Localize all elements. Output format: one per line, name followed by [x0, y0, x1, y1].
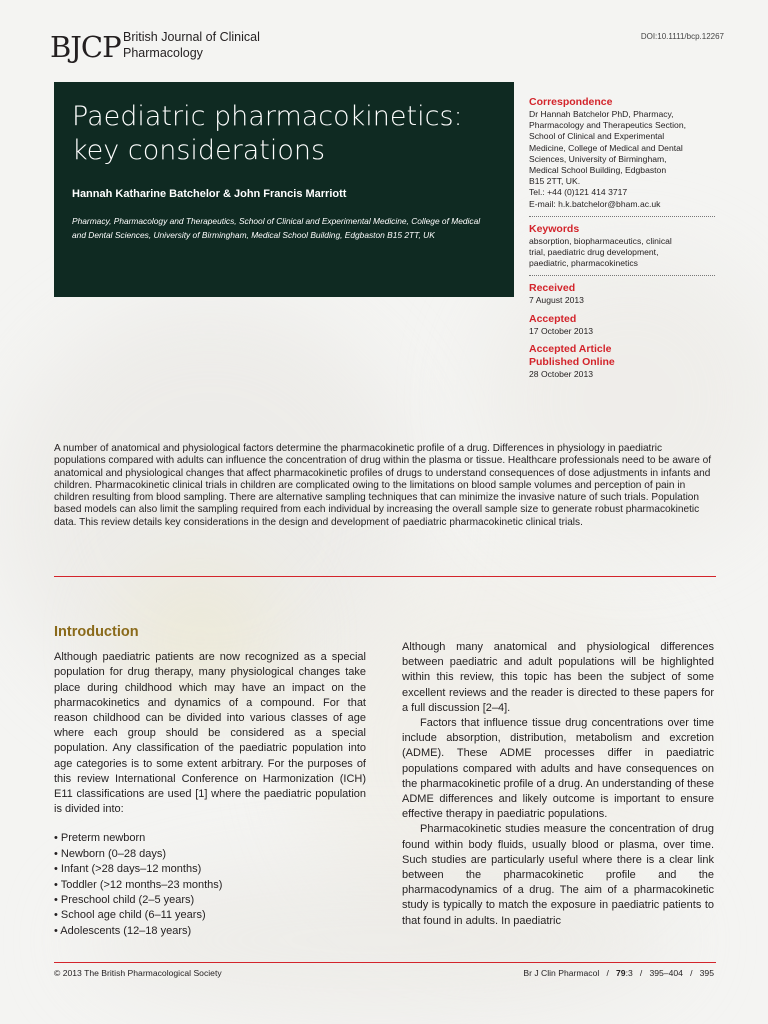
author-list: Hannah Katharine Batchelor & John Francis Marriott — [72, 188, 347, 200]
citation-issue: :3 — [625, 968, 633, 978]
article-title-line2: key considerations — [72, 135, 326, 166]
correspondence-line: Medicine, College of Medical and Dental — [529, 142, 683, 153]
body-paragraph: Pharmacokinetic studies measure the concentration of drug found within body fluids, usually blood or plasma, over time. Such studies are particularly useful where there is a clear link between the pharmacokinetic profile and the pharmacodynamics of a drug. The aim of a pharmacokinetic study is typically to match the exposure in paediatric patients to that found in adults. In paediatric — [402, 823, 714, 927]
age-category-list — [54, 831, 366, 939]
accepted-date: 17 October 2013 — [529, 325, 594, 336]
journal-name-line1: British Journal of Clinical — [123, 30, 260, 44]
correspondence-line: B15 2TT, UK. — [529, 176, 581, 187]
correspondence-line: Medical School Building, Edgbaston — [529, 165, 667, 176]
keywords-line: absorption, biopharmaceutics, clinical — [529, 235, 672, 246]
list-item: • Preschool child (2–5 years) — [54, 894, 195, 907]
published-heading-line2: Published Online — [529, 355, 615, 368]
divider — [529, 275, 715, 276]
correspondence-line: School of Clinical and Experimental — [529, 131, 665, 142]
published-heading-line1: Accepted Article — [529, 342, 612, 355]
title-panel — [54, 82, 514, 297]
list-item: • School age child (6–11 years) — [54, 909, 206, 922]
citation-volume: 79 — [616, 968, 626, 978]
keywords-heading: Keywords — [529, 222, 580, 235]
keywords-list — [529, 236, 715, 270]
correspondence-phone: Tel.: +44 (0)121 414 3717 — [529, 187, 628, 198]
citation-footer: Br J Clin Pharmacol / 79:3 / 395–404 / 395 — [523, 968, 714, 978]
doi-link[interactable]: DOI:10.1111/bcp.12267 — [640, 32, 724, 41]
list-item: • Infant (>28 days–12 months) — [54, 863, 202, 876]
list-item: • Toddler (>12 months–23 months) — [54, 878, 223, 891]
divider — [529, 216, 715, 217]
section-heading-introduction: Introduction — [54, 624, 139, 640]
correspondence-details — [529, 109, 715, 210]
copyright-notice: © 2013 The British Pharmacological Society — [54, 968, 222, 978]
article-title — [72, 100, 496, 168]
correspondence-line: Dr Hannah Batchelor PhD, Pharmacy, — [529, 109, 674, 119]
correspondence-email-link[interactable]: E-mail: h.k.batchelor@bham.ac.uk — [529, 198, 661, 209]
keywords-line: trial, paediatric drug development, — [529, 247, 659, 258]
citation-pages: 395–404 — [649, 968, 683, 978]
list-item: • Preterm newborn — [54, 832, 146, 845]
received-heading: Received — [529, 282, 576, 295]
citation-journal: Br J Clin Pharmacol — [523, 968, 600, 978]
article-info-sidebar — [529, 96, 715, 380]
journal-logo: BJCP — [50, 30, 121, 64]
body-paragraph: Although paediatric patients are now recognized as a special population for drug therapy, many physiological changes take place during childhood which may have an impact on the pharmacokinetics and dynamics of a compound. For that reason childhood can be divided into various classes of age where each group should be considered as a special population. Any classification of the paediatric population into age categories is to some extent arbitrary. For the purposes of this review International Conference on Harmonization (ICH) E11 classifications are used [1] where the paediatric population is divided into: — [54, 651, 366, 816]
correspondence-line: Pharmacology and Therapeutics Section, — [529, 120, 687, 131]
page-number: 395 — [699, 968, 714, 978]
journal-name — [123, 29, 260, 61]
author-affiliation: Pharmacy, Pharmacology and Therapeutics, School of Clinical and Experimental Medicine, College of Medical and Dental Sciences, University of Birmingham, Medical School Building, Edgbaston B15 2TT, UK — [72, 216, 481, 240]
body-column-right — [402, 640, 714, 929]
abstract-text: A number of anatomical and physiological factors determine the pharmacokinetic profile of a drug. Differences in physiology in paediatric populations compared with adults can influence the concentration of drug within the plasma or tissue. Healthcare professionals need to be aware of anatomical and physiological changes that affect pharmacokinetic profiles of drugs to understand consequences of dose adjustments in infants and children. Pharmacokinetic clinical trials in children are complicated owing to the limitations on blood sample volumes and perception of pain in children resulting from blood sampling. There are alternative sampling techniques that can minimize the invasive nature of such trials. Population based models can also limit the sampling required from each individual by increasing the overall sample size to generate robust pharmacokinetic data. This review details key considerations in the design and development of paediatric pharmacokinetic clinical trials. — [54, 443, 712, 528]
published-date: 28 October 2013 — [529, 368, 594, 379]
list-item: • Newborn (0–28 days) — [54, 847, 167, 860]
journal-name-line2: Pharmacology — [123, 46, 203, 60]
keywords-line: paediatric, pharmacokinetics — [529, 258, 638, 269]
correspondence-line: Sciences, University of Birmingham, — [529, 153, 667, 164]
correspondence-heading: Correspondence — [529, 96, 613, 108]
body-paragraph: Although many anatomical and physiological differences between paediatric and adult populations will be highlighted within this review, this topic has been the subject of some excellent reviews and the reader is directed to these papers for a full discussion [2–4]. — [402, 641, 714, 714]
body-paragraph: Factors that influence tissue drug concentrations over time include absorption, distribution, metabolism and excretion (ADME). These ADME processes differ in paediatric populations compared with adults and have consequences on the pharmacokinetic profile of a drug. An understanding of these ADME differences and likely outcome is important to ensure effective therapy in paediatric populations. — [402, 717, 714, 821]
body-column-left — [54, 625, 366, 939]
list-item: • Adolescents (12–18 years) — [54, 924, 192, 937]
accepted-heading: Accepted — [529, 312, 577, 325]
footer-divider — [54, 962, 716, 963]
published-heading — [529, 343, 715, 369]
abstract-divider — [54, 576, 716, 577]
received-date: 7 August 2013 — [529, 295, 584, 306]
article-title-line1: Paediatric pharmacokinetics: — [72, 101, 463, 132]
